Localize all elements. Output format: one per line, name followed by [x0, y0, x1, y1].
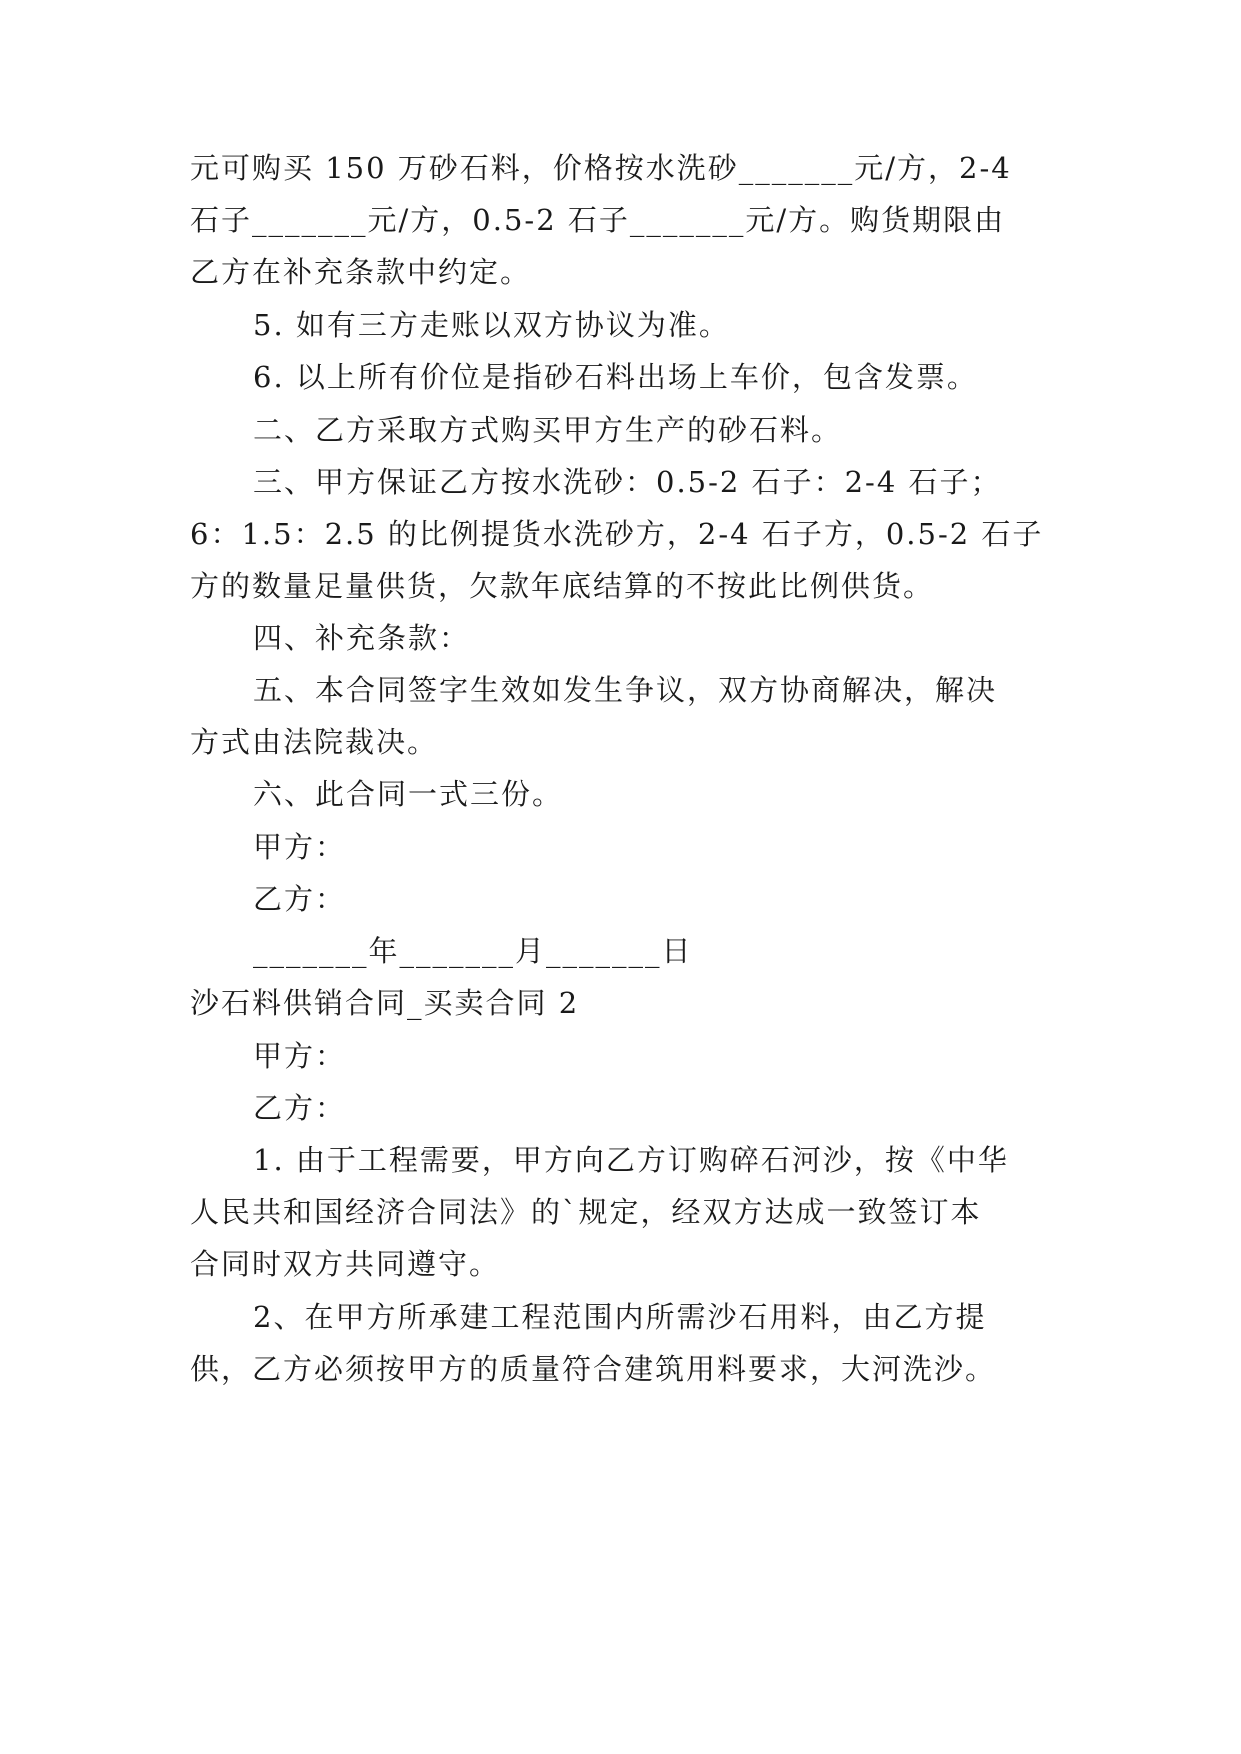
paragraph-line: 合同时双方共同遵守。: [190, 1247, 501, 1281]
section-6: 六、此合同一式三份。: [253, 777, 564, 811]
party-a-label: 甲方：: [253, 1039, 347, 1073]
paragraph-line: 方式由法院裁决。: [190, 725, 439, 759]
party-b-label: 乙方：: [253, 882, 347, 916]
paragraph-line: 方的数量足量供货，欠款年底结算的不按此比例供货。: [190, 569, 935, 603]
paragraph-line: 6：1.5：2.5 的比例提货水洗砂方，2-4 石子方，0.5-2 石子: [190, 517, 1044, 551]
paragraph-line: 供，乙方必须按甲方的质量符合建筑用料要求，大河洗沙。: [190, 1352, 997, 1386]
clause-6: 6. 以上所有价位是指砂石料出场上车价，包含发票。: [253, 360, 978, 394]
paragraph-line: 人民共和国经济合同法》的`规定，经双方达成一致签订本: [190, 1195, 982, 1229]
date-line: _______年_______月_______日: [253, 934, 693, 968]
section-3: 三、甲方保证乙方按水洗砂：0.5-2 石子：2-4 石子；: [253, 465, 1002, 499]
paragraph-line: 乙方在补充条款中约定。: [190, 255, 532, 289]
section-4: 四、补充条款：: [253, 621, 471, 655]
clause-2: 2、在甲方所承建工程范围内所需沙石用料，由乙方提: [253, 1300, 987, 1334]
section-heading: 沙石料供销合同_买卖合同 2: [190, 986, 580, 1020]
paragraph-line: 石子_______元/方，0.5-2 石子_______元/方。购货期限由: [190, 203, 1006, 237]
clause-5: 5. 如有三方走账以双方协议为准。: [253, 308, 730, 342]
paragraph-line: 元可购买 150 万砂石料，价格按水洗砂_______元/方，2-4: [190, 151, 1012, 185]
clause-1: 1. 由于工程需要，甲方向乙方订购碎石河沙，按《中华: [253, 1143, 1009, 1177]
party-b-label: 乙方：: [253, 1091, 347, 1125]
section-2: 二、乙方采取方式购买甲方生产的砂石料。: [253, 413, 843, 447]
party-a-label: 甲方：: [253, 830, 347, 864]
section-5: 五、本合同签字生效如发生争议，双方协商解决，解决: [253, 673, 998, 707]
